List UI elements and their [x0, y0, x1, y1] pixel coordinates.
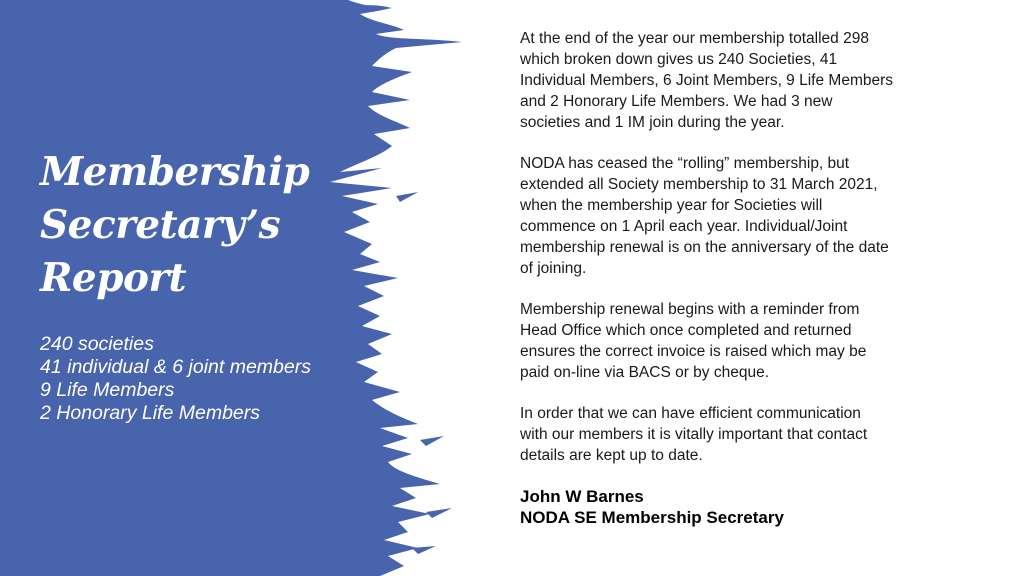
stat-life-members: 9 Life Members	[40, 379, 175, 401]
title-line-2: Secretary’s	[40, 202, 281, 248]
stat-societies: 240 societies	[40, 333, 154, 355]
stat-individual-joint: 41 individual & 6 joint members	[40, 356, 311, 378]
report-title	[40, 146, 360, 305]
title-line-1: Membership	[40, 149, 310, 195]
paragraph-renewal-process: Membership renewal begins with a reminder from Head Office which once completed and returned ensures the correct invoice is raised which may be paid on-line via BACS or by cheque.	[520, 301, 867, 381]
membership-stats	[40, 333, 400, 425]
signature-role: NODA SE Membership Secretary	[520, 508, 784, 527]
signature-block	[520, 486, 960, 528]
stat-honorary-members: 2 Honorary Life Members	[40, 402, 261, 424]
signature-name: John W Barnes	[520, 487, 644, 506]
report-body	[520, 28, 960, 528]
paragraph-membership-totals: At the end of the year our membership totalled 298 which broken down gives us 240 Societies, 41 Individual Members, 6 Joint Members, 9 Life Members and 2 Honorary Life Members. We had 3 new societies and 1 IM join during the year.	[520, 30, 894, 131]
title-line-3: Report	[40, 255, 187, 301]
paragraph-contact-details: In order that we can have efficient communication with our members it is vitally important that contact details are kept up to date.	[520, 405, 868, 464]
paragraph-rolling-membership: NODA has ceased the “rolling” membership, but extended all Society membership to 31 March 2021, when the membership year for Societies will commence on 1 April each year. Individual/Joint membership renewal is on the anniversary of the date of joining.	[520, 155, 889, 277]
